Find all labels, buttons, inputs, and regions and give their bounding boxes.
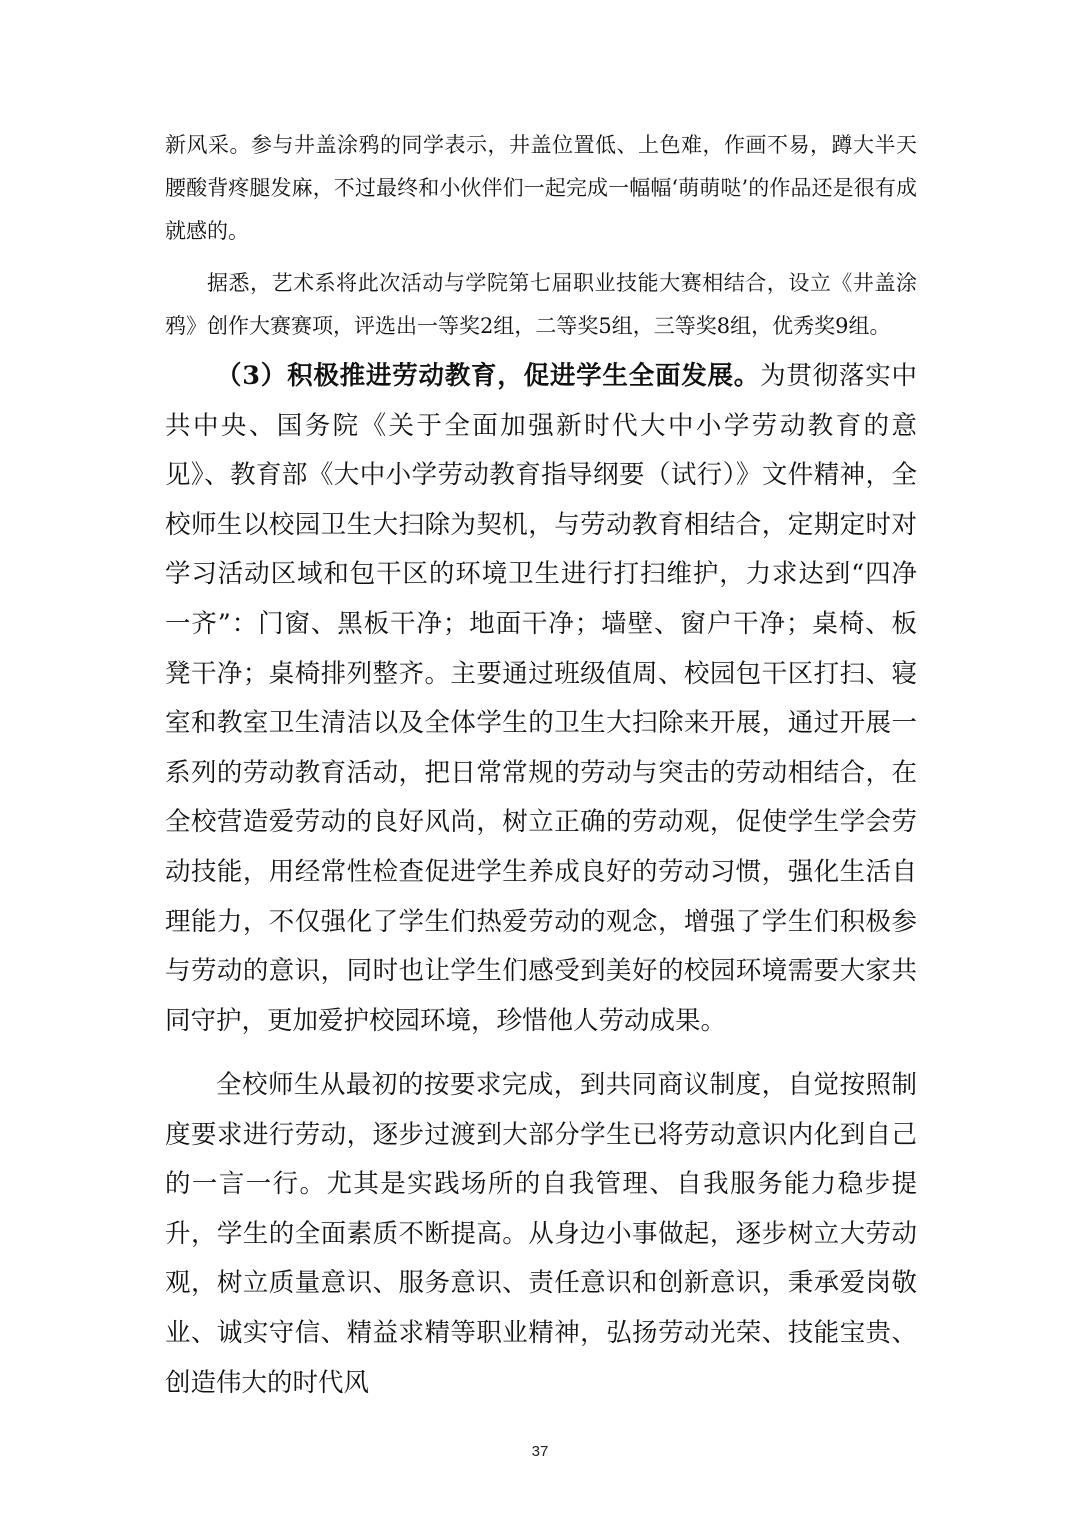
paragraph-labor-education [165,352,917,1046]
paragraph-labor-education-body: 为贯彻落实中共中央、国务院《关于全面加强新时代大中小学劳动教育的意见》、教育部《大中小学劳动教育指导纲要（试行）》文件精神，全校师生以校园卫生大扫除为契机，与劳动教育相结合，定期定时对学习活动区域和包干区的环境卫生进行打扫维护，力求达到“四净一齐”：门窗、黑板干净；地面干净；墙壁、窗户干净；桌椅、板凳干净；桌椅排列整齐。主要通过班级值周、校园包干区打扫、寝室和教室卫生清洁以及全体学生的卫生大扫除来开展，通过开展一系列的劳动教育活动，把日常常规的劳动与突击的劳动相结合，在全校营造爱劳动的良好风尚，树立正确的劳动观，促使学生学会劳动技能，用经常性检查促进学生养成良好的劳动习惯，强化生活自理能力，不仅强化了学生们热爱劳动的观念，增强了学生们积极参与劳动的意识，同时也让学生们感受到美好的校园环境需要大家共同守护，更加爱护校园环境，珍惜他人劳动成果。 [165,361,917,1036]
paragraph-competition: 据悉，艺术系将此次活动与学院第七届职业技能大赛相结合，设立《井盖涂鸦》创作大赛赛项，评选出一等奖2组，二等奖5组，三等奖8组，优秀奖9组。 [165,271,917,338]
paragraph-continuation: 新风采。参与井盖涂鸦的同学表示，井盖位置低、上色难，作画不易，蹲大半天腰酸背疼腿发麻，不过最终和小伙伴们一起完成一幅幅‘萌萌哒’的作品还是很有成就感的。 [165,133,917,243]
section-heading-3: （3）积极推进劳动教育，促进学生全面发展。 [216,361,761,391]
page-number: 37 [531,1443,549,1460]
paragraph-labor-outcome: 全校师生从最初的按要求完成，到共同商议制度，自觉按照制度要求进行劳动，逐步过渡到大部分学生已将劳动意识内化到自己的一言一行。尤其是实践场所的自我管理、自我服务能力稳步提升，学生的全面素质不断提高。从身边小事做起，逐步树立大劳动观，树立质量意识、服务意识、责任意识和创新意识，秉承爱岗敬业、诚实守信、精益求精等职业精神，弘扬劳动光荣、技能宝贵、创造伟大的时代风 [165,1070,917,1398]
